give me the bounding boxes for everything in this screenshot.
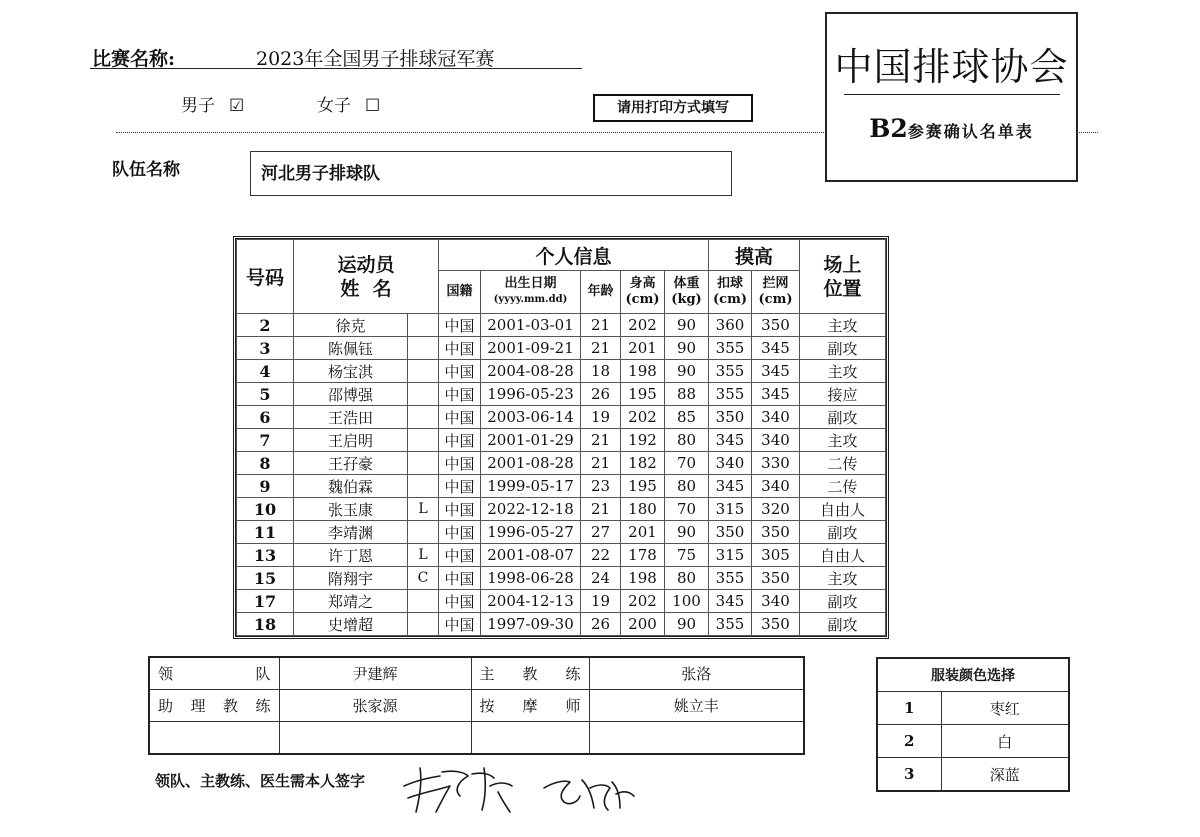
staff-table (148, 656, 805, 755)
role-mark-cell (408, 590, 439, 613)
block-reach-cell: 350 (752, 567, 800, 590)
nationality-cell: 中国 (439, 337, 481, 360)
staff-empty-cell (279, 722, 471, 755)
uniform-color-title: 服装颜色选择 (877, 658, 1069, 692)
age-cell: 26 (581, 613, 621, 636)
athlete-header-line2: 姓 名 (340, 277, 392, 300)
table-row (237, 337, 886, 360)
head-coach-label: 主教练 (471, 657, 589, 690)
role-mark-cell (408, 314, 439, 337)
roster-table (236, 239, 886, 636)
athlete-name-cell: 李靖渊 (294, 521, 408, 544)
height-cell: 201 (621, 337, 665, 360)
uniform-color-row (877, 692, 1069, 725)
role-mark-cell (408, 383, 439, 406)
staff-empty-cell (471, 722, 589, 755)
height-cell: 202 (621, 590, 665, 613)
birth-header-line1: 出生日期 (504, 276, 557, 291)
block-reach-cell: 340 (752, 590, 800, 613)
staff-empty-cell (589, 722, 804, 755)
team-name-label: 队伍名称 (112, 160, 180, 180)
jersey-number-cell: 2 (237, 314, 294, 337)
form-title (827, 114, 1076, 143)
age-cell: 21 (581, 429, 621, 452)
athlete-name-cell: 陈佩钰 (294, 337, 408, 360)
match-name-value: 2023年全国男子排球冠军赛 (256, 48, 495, 70)
block-header-line2: (cm) (758, 292, 793, 307)
age-cell: 18 (581, 360, 621, 383)
height-cell: 198 (621, 567, 665, 590)
spike-reach-cell: 355 (709, 567, 752, 590)
height-header-line2: (cm) (625, 292, 660, 307)
birth-date-cell: 1997-09-30 (481, 613, 581, 636)
block-reach-cell: 320 (752, 498, 800, 521)
nationality-cell: 中国 (439, 521, 481, 544)
block-header-line1: 拦网 (762, 276, 789, 291)
weight-cell: 85 (665, 406, 709, 429)
spike-header-line1: 扣球 (716, 276, 743, 291)
age-cell: 19 (581, 590, 621, 613)
association-rule (844, 94, 1060, 95)
unchecked-box-icon[interactable]: ☐ (365, 96, 381, 116)
position-header-line1: 场上 (823, 253, 862, 276)
height-cell: 178 (621, 544, 665, 567)
block-reach-cell: 345 (752, 337, 800, 360)
athlete-name-cell: 杨宝淇 (294, 360, 408, 383)
association-name: 中国排球协会 (834, 45, 1069, 89)
uniform-color-table (876, 657, 1070, 792)
table-row (237, 590, 886, 613)
birth-date-cell: 2001-08-28 (481, 452, 581, 475)
athlete-name-cell: 张玉康 (294, 498, 408, 521)
age-cell: 21 (581, 337, 621, 360)
weight-cell: 90 (665, 521, 709, 544)
weight-cell: 100 (665, 590, 709, 613)
spike-reach-cell: 355 (709, 383, 752, 406)
birth-header-line2: (yyyy.mm.dd) (493, 294, 568, 305)
spike-header-line2: (cm) (713, 292, 747, 307)
nationality-cell: 中国 (439, 613, 481, 636)
height-cell: 180 (621, 498, 665, 521)
athlete-name-cell: 魏伯霖 (294, 475, 408, 498)
height-cell: 200 (621, 613, 665, 636)
jersey-number-cell: 15 (237, 567, 294, 590)
uniform-color-row (877, 758, 1069, 792)
col-age-header: 年龄 (581, 271, 621, 314)
uniform-color-name: 深蓝 (941, 758, 1069, 792)
nationality-cell: 中国 (439, 429, 481, 452)
checked-box-icon[interactable]: ☑ (229, 96, 245, 116)
position-cell: 主攻 (800, 429, 886, 452)
athlete-name-cell: 史增超 (294, 613, 408, 636)
athlete-name-cell: 许丁恩 (294, 544, 408, 567)
jersey-number-cell: 8 (237, 452, 294, 475)
spike-reach-cell: 345 (709, 590, 752, 613)
position-cell: 自由人 (800, 498, 886, 521)
role-mark-cell (408, 337, 439, 360)
birth-date-cell: 1996-05-27 (481, 521, 581, 544)
height-cell: 195 (621, 475, 665, 498)
col-birth-header (481, 271, 581, 314)
assistant-coach-value: 张家源 (279, 690, 471, 722)
male-option[interactable] (181, 91, 244, 116)
table-row (237, 429, 886, 452)
jersey-number-cell: 13 (237, 544, 294, 567)
role-mark-cell: L (408, 544, 439, 567)
spike-reach-cell: 350 (709, 406, 752, 429)
block-reach-cell: 340 (752, 475, 800, 498)
jersey-number-cell: 5 (237, 383, 294, 406)
spike-reach-cell: 345 (709, 475, 752, 498)
nationality-cell: 中国 (439, 360, 481, 383)
uniform-color-index: 1 (877, 692, 941, 725)
uniform-color-row (877, 725, 1069, 758)
uniform-color-index: 2 (877, 725, 941, 758)
assistant-coach-label: 助理教练 (149, 690, 279, 722)
spike-reach-cell: 360 (709, 314, 752, 337)
weight-cell: 80 (665, 567, 709, 590)
role-mark-cell: C (408, 567, 439, 590)
roster-body (237, 314, 886, 636)
height-cell: 202 (621, 314, 665, 337)
male-label: 男子 (181, 96, 215, 116)
birth-date-cell: 2022-12-18 (481, 498, 581, 521)
table-row (237, 360, 886, 383)
jersey-number-cell: 9 (237, 475, 294, 498)
height-cell: 182 (621, 452, 665, 475)
age-cell: 21 (581, 314, 621, 337)
spike-reach-cell: 355 (709, 360, 752, 383)
role-mark-cell (408, 521, 439, 544)
handwritten-signatures (394, 752, 664, 826)
position-cell: 副攻 (800, 337, 886, 360)
nationality-cell: 中国 (439, 590, 481, 613)
spike-reach-cell: 315 (709, 544, 752, 567)
table-row (237, 314, 886, 337)
athlete-name-cell: 郑靖之 (294, 590, 408, 613)
nationality-cell: 中国 (439, 314, 481, 337)
role-mark-cell: L (408, 498, 439, 521)
match-name-label: 比赛名称: (92, 48, 176, 70)
masseur-label: 按摩师 (471, 690, 589, 722)
position-cell: 副攻 (800, 590, 886, 613)
print-instruction-badge: 请用打印方式填写 (593, 94, 753, 122)
col-weight-header (665, 271, 709, 314)
weight-cell: 90 (665, 613, 709, 636)
leader-label: 领队 (149, 657, 279, 690)
athlete-name-cell: 邵博强 (294, 383, 408, 406)
block-reach-cell: 350 (752, 314, 800, 337)
athlete-name-cell: 王孖豪 (294, 452, 408, 475)
form-code: B2 (869, 114, 908, 143)
weight-cell: 70 (665, 498, 709, 521)
position-cell: 副攻 (800, 406, 886, 429)
form-title-text: 参赛确认名单表 (907, 122, 1034, 141)
uniform-color-name: 枣红 (941, 692, 1069, 725)
role-mark-cell (408, 475, 439, 498)
age-cell: 23 (581, 475, 621, 498)
height-cell: 198 (621, 360, 665, 383)
jersey-number-cell: 6 (237, 406, 294, 429)
role-mark-cell (408, 429, 439, 452)
block-reach-cell: 305 (752, 544, 800, 567)
reach-header: 摸高 (709, 240, 800, 271)
position-cell: 自由人 (800, 544, 886, 567)
weight-cell: 80 (665, 475, 709, 498)
team-name-value: 河北男子排球队 (261, 164, 380, 184)
position-cell: 主攻 (800, 314, 886, 337)
spike-reach-cell: 350 (709, 521, 752, 544)
position-cell: 主攻 (800, 360, 886, 383)
birth-date-cell: 2001-01-29 (481, 429, 581, 452)
match-name-underline (90, 68, 582, 69)
position-cell: 二传 (800, 475, 886, 498)
signature-note: 领队、主教练、医生需本人签字 (155, 772, 366, 790)
block-reach-cell: 350 (752, 613, 800, 636)
age-cell: 24 (581, 567, 621, 590)
female-option[interactable] (317, 91, 380, 116)
height-cell: 192 (621, 429, 665, 452)
nationality-cell: 中国 (439, 452, 481, 475)
athlete-name-cell: 徐克 (294, 314, 408, 337)
staff-empty-cell (149, 722, 279, 755)
leader-value: 尹建辉 (279, 657, 471, 690)
height-header-line1: 身高 (629, 276, 656, 291)
position-cell: 副攻 (800, 521, 886, 544)
block-reach-cell: 345 (752, 383, 800, 406)
position-cell: 接应 (800, 383, 886, 406)
weight-cell: 88 (665, 383, 709, 406)
table-row (237, 544, 886, 567)
col-height-header (621, 271, 665, 314)
roster-table-frame (233, 236, 889, 639)
masseur-value: 姚立丰 (589, 690, 804, 722)
position-cell: 主攻 (800, 567, 886, 590)
role-mark-cell (408, 613, 439, 636)
spike-reach-cell: 355 (709, 613, 752, 636)
position-cell: 副攻 (800, 613, 886, 636)
birth-date-cell: 2001-08-07 (481, 544, 581, 567)
association-stamp-box (825, 12, 1078, 182)
nationality-cell: 中国 (439, 544, 481, 567)
age-cell: 21 (581, 498, 621, 521)
height-cell: 202 (621, 406, 665, 429)
table-row (237, 383, 886, 406)
spike-reach-cell: 315 (709, 498, 752, 521)
birth-date-cell: 2001-09-21 (481, 337, 581, 360)
col-athlete-header (294, 240, 439, 314)
birth-date-cell: 2004-12-13 (481, 590, 581, 613)
spike-reach-cell: 345 (709, 429, 752, 452)
nationality-cell: 中国 (439, 406, 481, 429)
role-mark-cell (408, 360, 439, 383)
jersey-number-cell: 10 (237, 498, 294, 521)
position-cell: 二传 (800, 452, 886, 475)
table-row (237, 452, 886, 475)
weight-cell: 80 (665, 429, 709, 452)
jersey-number-cell: 7 (237, 429, 294, 452)
birth-date-cell: 1996-05-23 (481, 383, 581, 406)
age-cell: 27 (581, 521, 621, 544)
jersey-number-cell: 18 (237, 613, 294, 636)
athlete-header-line1: 运动员 (337, 253, 395, 276)
athlete-name-cell: 隋翔宇 (294, 567, 408, 590)
col-block-header (752, 271, 800, 314)
weight-header-line1: 体重 (673, 276, 700, 291)
jersey-number-cell: 17 (237, 590, 294, 613)
col-nationality-header: 国籍 (439, 271, 481, 314)
position-header-line2: 位置 (823, 277, 862, 300)
weight-cell: 90 (665, 337, 709, 360)
col-number-header: 号码 (237, 240, 294, 314)
age-cell: 21 (581, 452, 621, 475)
nationality-cell: 中国 (439, 475, 481, 498)
table-row (237, 406, 886, 429)
uniform-color-index: 3 (877, 758, 941, 792)
col-spike-header (709, 271, 752, 314)
birth-date-cell: 2004-08-28 (481, 360, 581, 383)
role-mark-cell (408, 406, 439, 429)
weight-cell: 70 (665, 452, 709, 475)
weight-header-line2: (kg) (671, 292, 702, 307)
age-cell: 19 (581, 406, 621, 429)
spike-reach-cell: 340 (709, 452, 752, 475)
table-row (237, 475, 886, 498)
spike-reach-cell: 355 (709, 337, 752, 360)
block-reach-cell: 340 (752, 406, 800, 429)
table-row (237, 613, 886, 636)
col-position-header (800, 240, 886, 314)
nationality-cell: 中国 (439, 498, 481, 521)
female-label: 女子 (317, 96, 351, 116)
nationality-cell: 中国 (439, 567, 481, 590)
signature-scribble-icon (394, 752, 664, 822)
table-row (237, 498, 886, 521)
personal-info-header: 个人信息 (439, 240, 709, 271)
role-mark-cell (408, 452, 439, 475)
uniform-color-table-frame (876, 657, 1070, 792)
uniform-color-body (877, 692, 1069, 792)
block-reach-cell: 350 (752, 521, 800, 544)
age-cell: 22 (581, 544, 621, 567)
head-coach-value: 张洛 (589, 657, 804, 690)
staff-table-frame (148, 656, 805, 755)
height-cell: 201 (621, 521, 665, 544)
birth-date-cell: 2001-03-01 (481, 314, 581, 337)
table-row (237, 521, 886, 544)
weight-cell: 90 (665, 360, 709, 383)
block-reach-cell: 330 (752, 452, 800, 475)
weight-cell: 90 (665, 314, 709, 337)
birth-date-cell: 1998-06-28 (481, 567, 581, 590)
birth-date-cell: 1999-05-17 (481, 475, 581, 498)
jersey-number-cell: 11 (237, 521, 294, 544)
nationality-cell: 中国 (439, 383, 481, 406)
block-reach-cell: 340 (752, 429, 800, 452)
weight-cell: 75 (665, 544, 709, 567)
block-reach-cell: 345 (752, 360, 800, 383)
team-name-field[interactable] (250, 151, 732, 196)
athlete-name-cell: 王启明 (294, 429, 408, 452)
birth-date-cell: 2003-06-14 (481, 406, 581, 429)
height-cell: 195 (621, 383, 665, 406)
age-cell: 26 (581, 383, 621, 406)
table-row (237, 567, 886, 590)
jersey-number-cell: 4 (237, 360, 294, 383)
uniform-color-name: 白 (941, 725, 1069, 758)
athlete-name-cell: 王浩田 (294, 406, 408, 429)
jersey-number-cell: 3 (237, 337, 294, 360)
